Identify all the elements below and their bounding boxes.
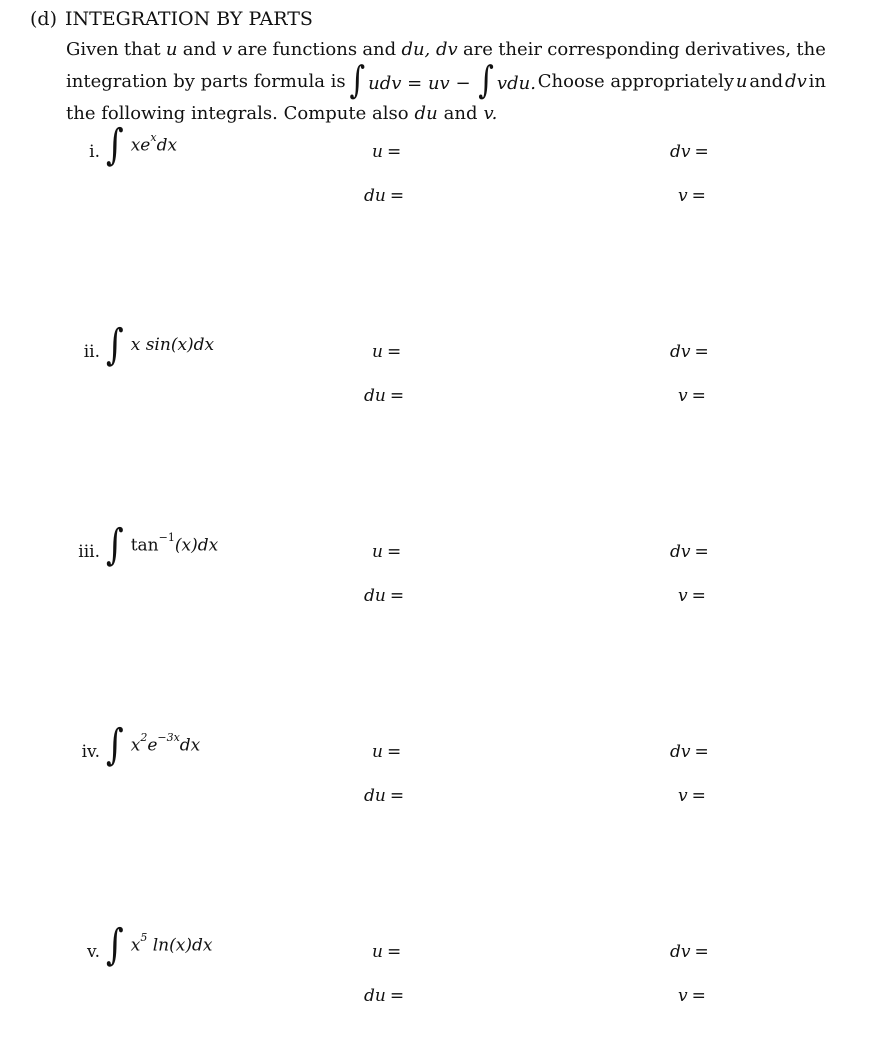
parts-formula: ∫ udv = uv − ∫ vdu. <box>349 58 536 102</box>
problem-4 <box>0 720 895 840</box>
problem-integral: ∫ $x^2e^{-3x}dx$ <box>106 720 201 770</box>
answer-v-field[interactable]: v = <box>678 586 706 606</box>
problem-number: iii. <box>78 542 100 562</box>
problem-number: i. <box>89 142 100 162</box>
answer-du-field[interactable]: du = <box>364 186 405 206</box>
problem-number: iv. <box>81 742 100 762</box>
answer-du-field[interactable]: du = <box>364 386 405 406</box>
problem-5 <box>0 920 895 1040</box>
answer-v-field[interactable]: v = <box>678 186 706 206</box>
integral-sign-icon: ∫ <box>106 320 124 370</box>
instructions-paragraph <box>66 34 826 130</box>
integral-sign-icon: ∫ <box>106 920 124 970</box>
integral-sign-icon: ∫ <box>106 120 124 170</box>
answer-u-field[interactable]: u = <box>372 942 402 962</box>
instructions-line-3: the following integrals. Compute also du and v. <box>66 103 498 124</box>
answer-v-field[interactable]: v = <box>678 986 706 1006</box>
problem-integral: ∫ $xe^xdx$ <box>106 120 178 170</box>
problem-number: v. <box>87 942 100 962</box>
problem-integral: ∫ x sin(x)dx <box>106 320 215 370</box>
problem-integral: ∫ $\tan^{-1}(x)dx$ <box>106 520 219 570</box>
answer-dv-field[interactable]: dv = <box>670 542 709 562</box>
instructions-line-1: Given that u and v are functions and du, dv are their corresponding derivatives, the <box>66 39 826 60</box>
answer-u-field[interactable]: u = <box>372 342 402 362</box>
answer-dv-field[interactable]: dv = <box>670 742 709 762</box>
answer-u-field[interactable]: u = <box>372 142 402 162</box>
problem-3 <box>0 520 895 640</box>
integral-sign-icon: ∫ <box>106 520 124 570</box>
integral-sign-icon: ∫ <box>106 720 124 770</box>
section-heading <box>30 8 313 30</box>
problem-integral: ∫ $x^5$ ln(x)dx <box>106 920 213 970</box>
answer-u-field[interactable]: u = <box>372 742 402 762</box>
answer-du-field[interactable]: du = <box>364 986 405 1006</box>
answer-du-field[interactable]: du = <box>364 786 405 806</box>
answer-v-field[interactable]: v = <box>678 386 706 406</box>
answer-du-field[interactable]: du = <box>364 586 405 606</box>
problem-number: ii. <box>83 342 100 362</box>
answer-u-field[interactable]: u = <box>372 542 402 562</box>
answer-dv-field[interactable]: dv = <box>670 142 709 162</box>
answer-dv-field[interactable]: dv = <box>670 942 709 962</box>
answer-v-field[interactable]: v = <box>678 786 706 806</box>
section-title: INTEGRATION BY PARTS <box>65 8 313 30</box>
answer-dv-field[interactable]: dv = <box>670 342 709 362</box>
problem-1 <box>0 120 895 240</box>
integral-sign-icon: ∫ <box>478 58 494 102</box>
integral-sign-icon: ∫ <box>349 58 366 102</box>
problem-2 <box>0 320 895 440</box>
instructions-line-2: integration by parts formula is ∫ udv = uv − ∫ vdu. Choose appropriately u and dv in <box>66 58 826 102</box>
section-label: (d) <box>30 8 57 30</box>
